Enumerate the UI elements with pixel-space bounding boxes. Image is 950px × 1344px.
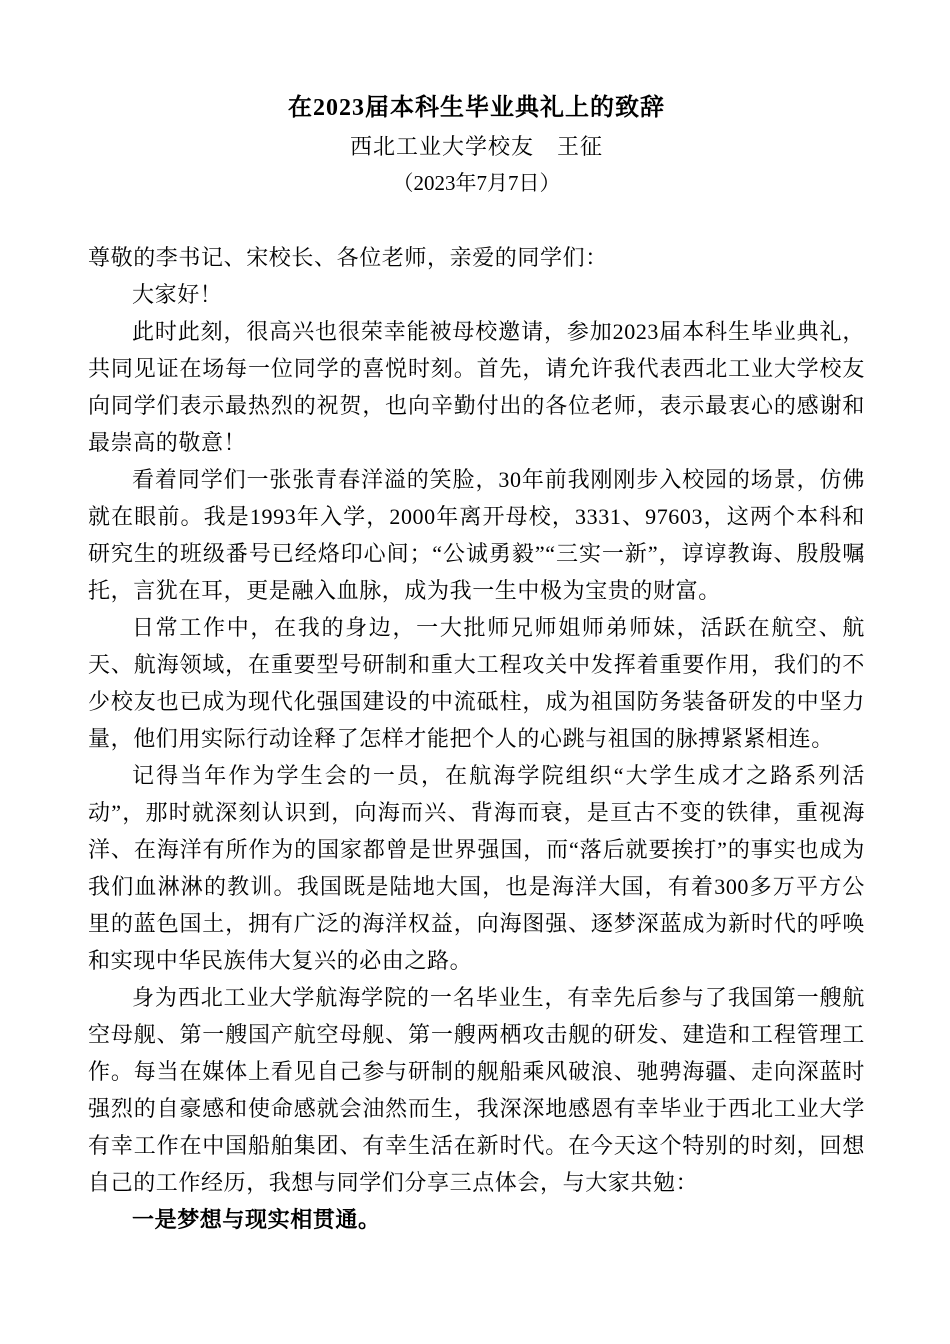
document-title: 在2023届本科生毕业典礼上的致辞 xyxy=(288,95,665,121)
paragraph: 日常工作中，在我的身边，一大批师兄师姐师弟师妹，活跃在航空、航天、航海领域，在重要型号研制和重大工程攻关中发挥着重要作用，我们的不少校友也已成为现代化强国建设的中流砥柱，成为祖国防务装备研发的中坚力量，他们用实际行动诠释了怎样才能把个人的心跳与祖国的脉搏紧紧相连。 xyxy=(88,615,865,751)
date-line: （2023年7月7日） xyxy=(392,171,561,195)
paragraph: 一是梦想与现实相贯通。 xyxy=(132,1207,381,1232)
document-body xyxy=(88,239,865,1238)
author-line: 西北工业大学校友 王征 xyxy=(349,134,603,159)
paragraph: 此时此刻，很高兴也很荣幸能被母校邀请，参加2023届本科生毕业典礼，共同见证在场每一位同学的喜悦时刻。首先，请允许我代表西北工业大学校友向同学们表示最热烈的祝贺，也向辛勤付出的各位老师，表示最衷心的感谢和最崇高的敬意！ xyxy=(88,319,865,455)
paragraph: 记得当年作为学生会的一员，在航海学院组织“大学生成才之路系列活动”，那时就深刻认识到，向海而兴、背海而衰，是亘古不变的铁律，重视海洋、在海洋有所作为的国家都曾是世界强国，而“落后就要挨打”的事实也成为我们血淋淋的教训。我国既是陆地大国，也是海洋大国，有着300多万平方公里的蓝色国土，拥有广泛的海洋权益，向海图强、逐梦深蓝成为新时代的呼唤和实现中华民族伟大复兴的必由之路。 xyxy=(88,763,865,973)
paragraph: 大家好！ xyxy=(132,282,223,307)
paragraph: 尊敬的李书记、宋校长、各位老师，亲爱的同学们： xyxy=(88,245,608,270)
paragraph: 看着同学们一张张青春洋溢的笑脸，30年前我刚刚步入校园的场景，仿佛就在眼前。我是1993年入学，2000年离开母校，3331、97603，这两个本科和研究生的班级番号已经烙印心间；“公诚勇毅”“三实一新”，谆谆教诲、殷殷嘱托，言犹在耳，更是融入血脉，成为我一生中极为宝贵的财富。 xyxy=(88,467,865,603)
paragraph: 身为西北工业大学航海学院的一名毕业生，有幸先后参与了我国第一艘航空母舰、第一艘国产航空母舰、第一艘两栖攻击舰的研发、建造和工程管理工作。每当在媒体上看见自己参与研制的舰船乘风破浪、驰骋海疆、走向深蓝时强烈的自豪感和使命感就会油然而生，我深深地感恩有幸毕业于西北工业大学有幸工作在中国船舶集团、有幸生活在新时代。在今天这个特别的时刻，回想自己的工作经历，我想与同学们分享三点体会，与大家共勉： xyxy=(88,985,865,1195)
header-body-spacer xyxy=(88,202,865,239)
